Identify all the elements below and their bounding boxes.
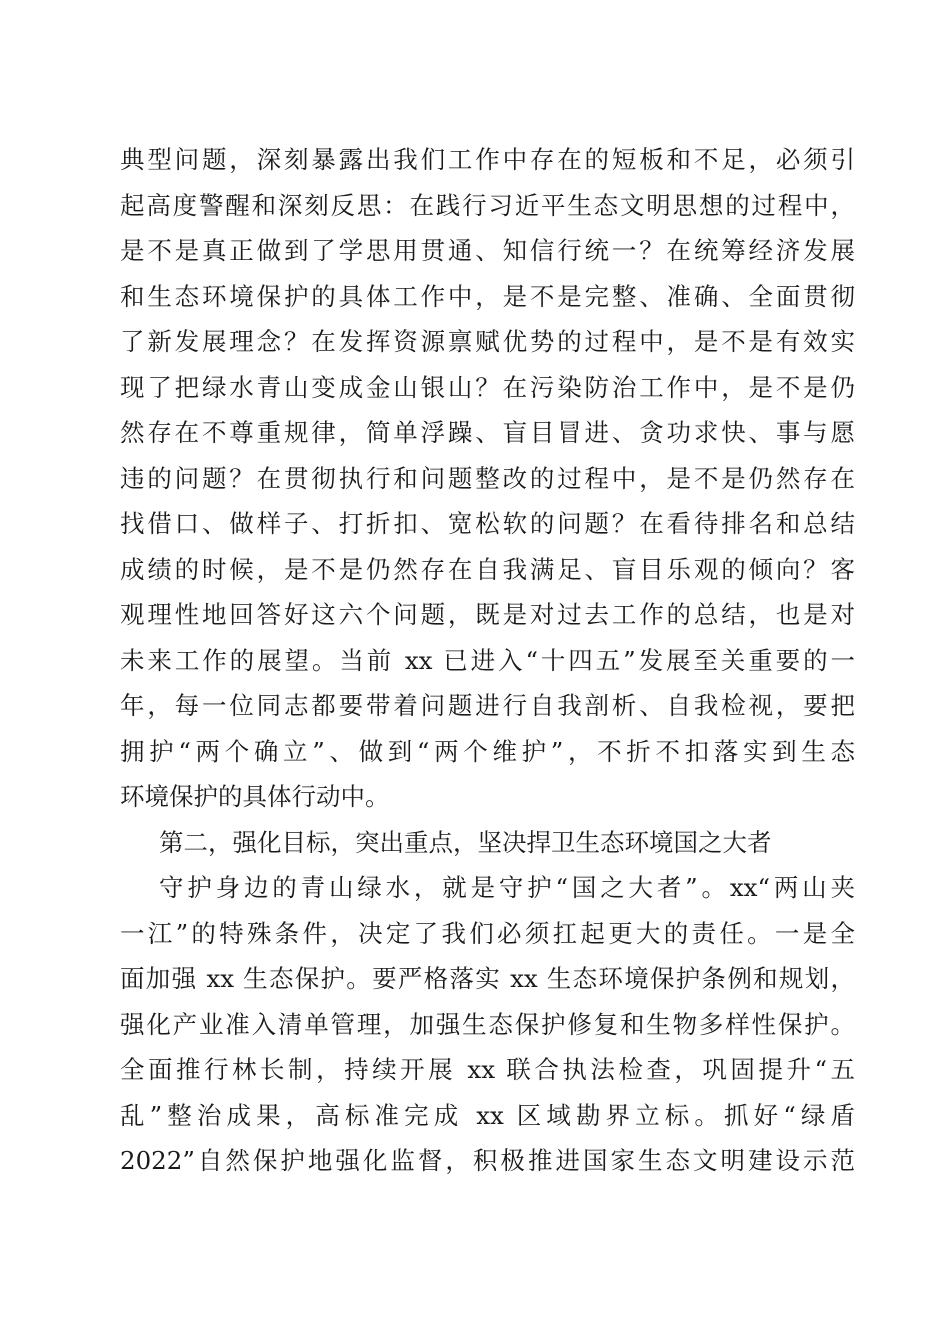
body-line: 未来工作的展望。当前 xx 已进入“十四五”发展至关重要的一 [120,645,855,675]
body-line: 强化产业准入清单管理，加强生态保护修复和生物多样性保护。 [120,1009,855,1039]
body-line: 典型问题，深刻暴露出我们工作中存在的短板和不足，必须引 [120,145,855,174]
body-line: 一江”的特殊条件，决定了我们必须扛起更大的责任。一是全 [120,918,855,948]
body-line: 面加强 xx 生态保护。要严格落实 xx 生态环境保护条例和规划， [120,964,855,993]
body-line: 观理性地回答好这六个问题，既是对过去工作的总结，也是对 [120,600,855,629]
body-line: 现了把绿水青山变成金山银山？在污染防治工作中，是不是仍 [120,372,855,402]
section-heading: 第二，强化目标，突出重点，坚决捍卫生态环境国之大者 [159,827,772,857]
body-line: 找借口、做样子、打折扣、宽松软的问题？在看待排名和总结 [120,509,855,538]
body-line: 环境保护的具体行动中。 [120,782,390,811]
body-line: 年，每一位同志都要带着问题进行自我剖析、自我检视，要把 [120,691,855,720]
document-body [120,137,855,1184]
body-line: 成绩的时候，是不是仍然存在自我满足、盲目乐观的倾向？客 [120,554,855,584]
body-line: 全面推行林长制，持续开展 xx 联合执法检查，巩固提升“五 [120,1055,855,1084]
body-line: 2022”自然保护地强化监督，积极推进国家生态文明建设示范 [120,1146,855,1175]
body-line: 是不是真正做到了学思用贯通、知信行统一？在统筹经济发展 [120,236,855,265]
body-line: 起高度警醒和深刻反思：在践行习近平生态文明思想的过程中， [120,190,855,220]
body-line: 违的问题？在贯彻执行和问题整改的过程中，是不是仍然存在 [120,463,855,493]
body-line: 拥护“两个确立”、做到“两个维护”，不折不扣落实到生态 [120,736,855,766]
body-line: 和生态环境保护的具体工作中，是不是完整、准确、全面贯彻 [120,281,855,311]
body-line: 了新发展理念？在发挥资源禀赋优势的过程中，是不是有效实 [120,327,855,356]
body-line: 乱”整治成果，高标准完成 xx 区域勘界立标。抓好“绿盾 [120,1100,855,1130]
body-line: 然存在不尊重规律，简单浮躁、盲目冒进、贪功求快、事与愿 [120,418,855,447]
body-line: 守护身边的青山绿水，就是守护“国之大者”。xx“两山夹 [159,873,855,902]
